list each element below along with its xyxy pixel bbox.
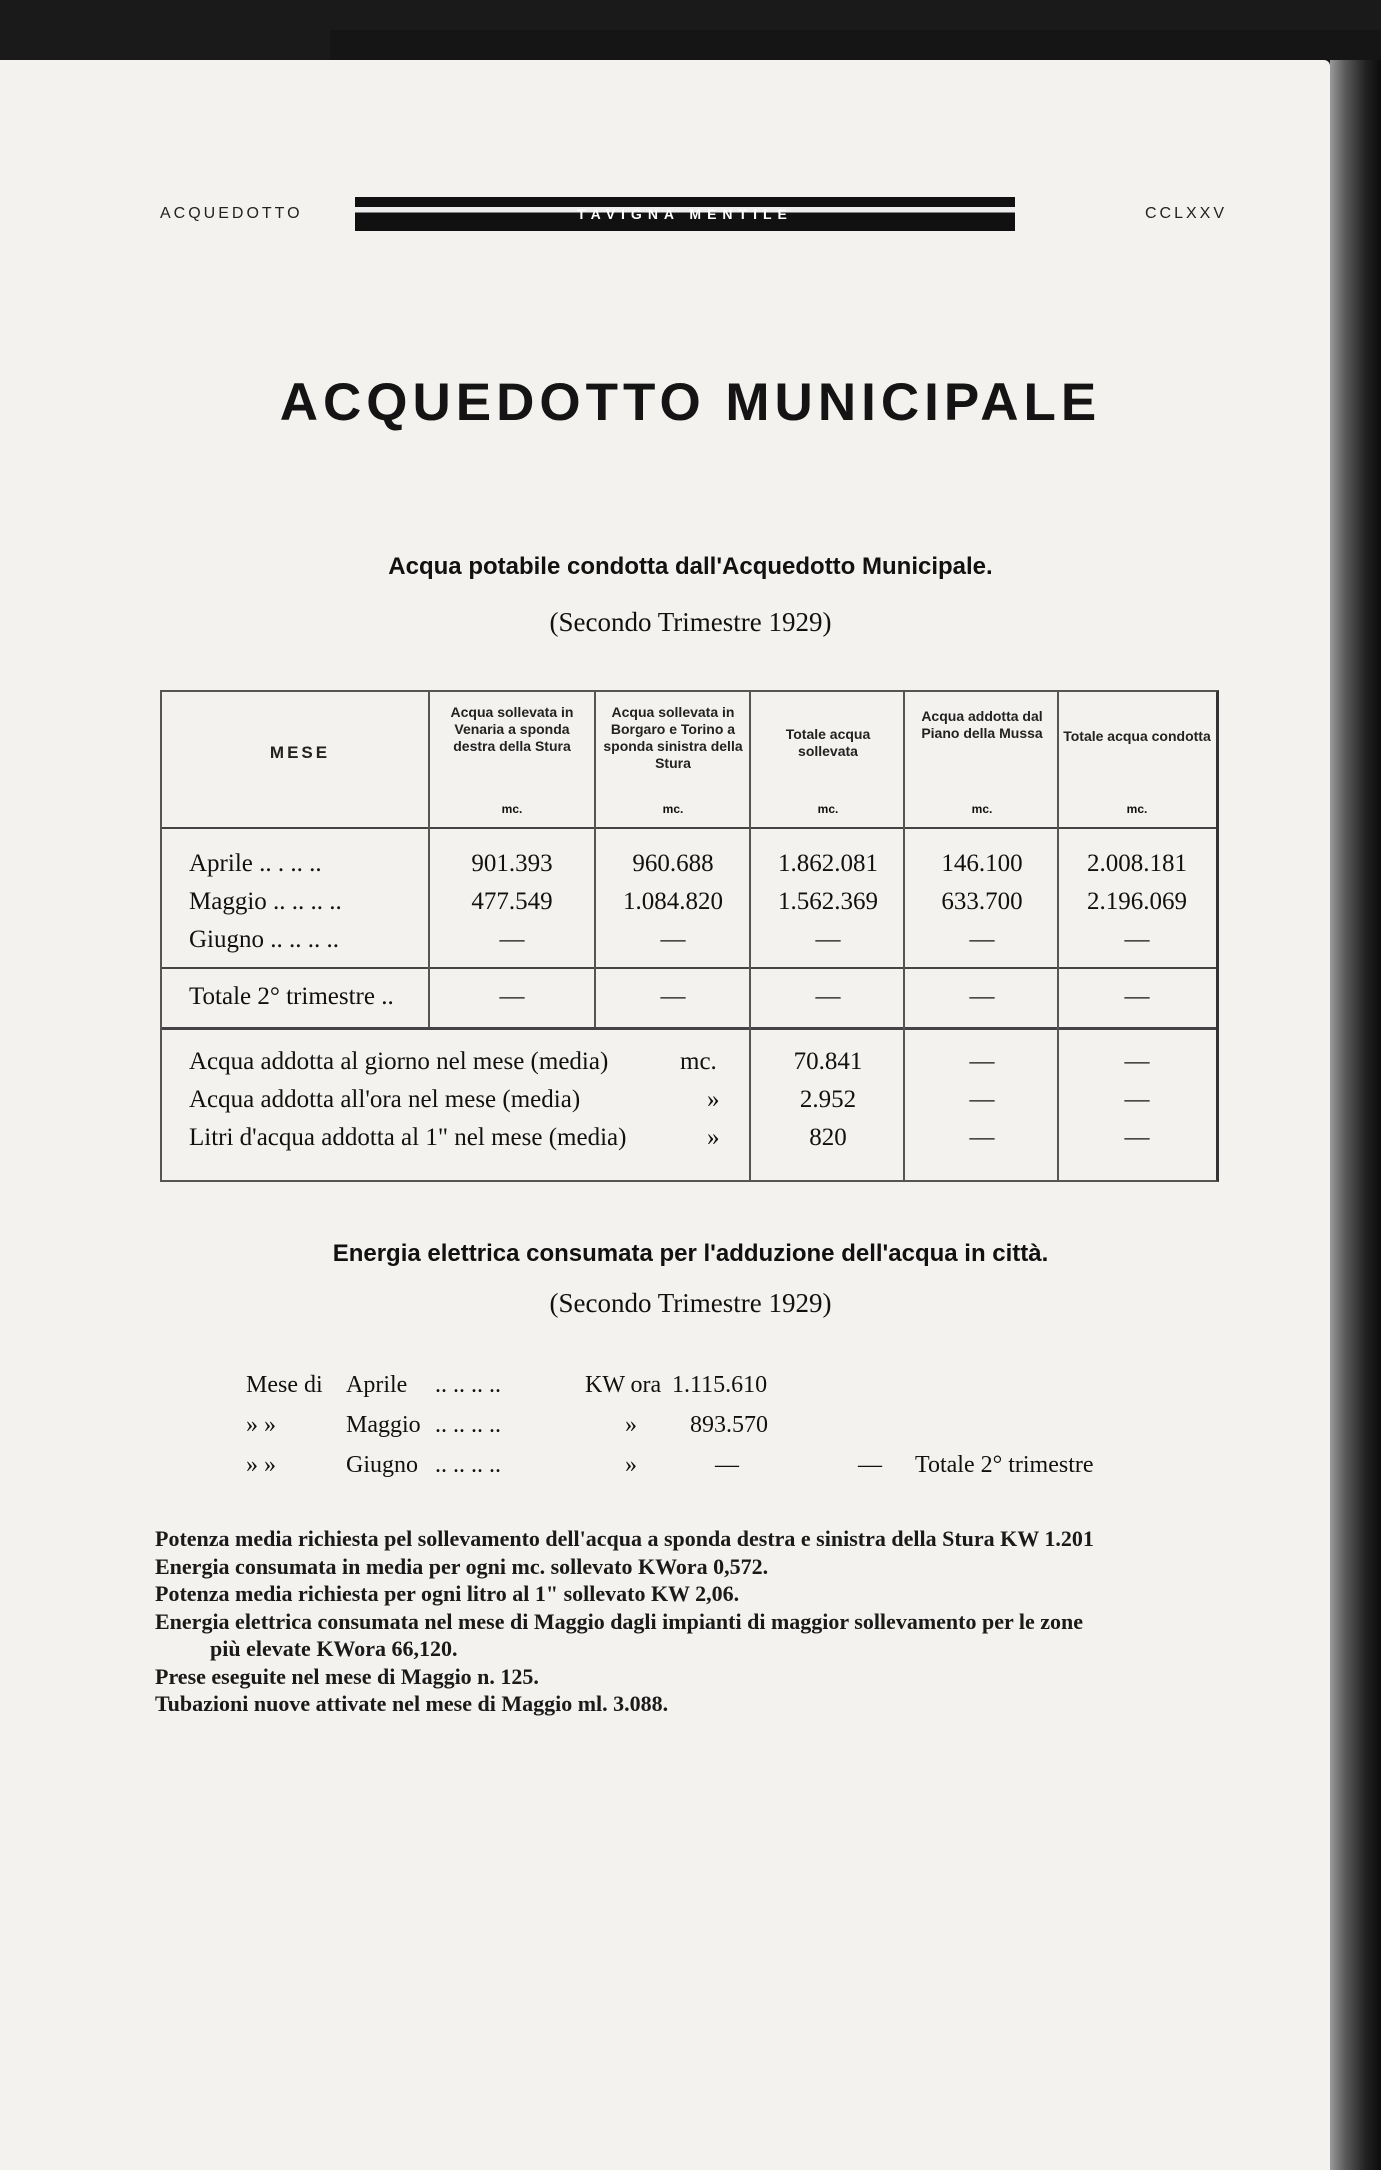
row-aprile-v2: 960.688	[632, 850, 714, 877]
unit-1: mc.	[501, 802, 523, 816]
energy-row-aprile-month: Aprile	[346, 1372, 408, 1398]
header-banner	[355, 197, 1015, 231]
row-aprile-v5: 2.008.181	[1087, 850, 1187, 877]
col-divider-1	[428, 692, 430, 1027]
row-giugno-v5: —	[1124, 926, 1150, 953]
avg-hour-label: Acqua addotta all'ora nel mese (media)	[189, 1086, 581, 1113]
total-row-v4: —	[969, 983, 995, 1010]
row-giugno-v4: —	[969, 926, 995, 953]
col-divider-5	[1057, 692, 1059, 1180]
avg-day-b: —	[1124, 1048, 1150, 1075]
running-header-left: ACQUEDOTTO	[160, 205, 303, 222]
unit-4: mc.	[971, 802, 993, 816]
energy-row-maggio-month: Maggio	[346, 1412, 421, 1438]
note-line: Prese eseguite nel mese di Maggio n. 125.	[155, 1663, 539, 1689]
energy-row-aprile-dots: .. .. .. ..	[435, 1372, 501, 1398]
energy-row-maggio-value: 893.570	[690, 1412, 768, 1438]
avg-day-label: Acqua addotta al giorno nel mese (media)	[189, 1048, 609, 1075]
col-header-totale-sollevata: Totale acqua sollevata	[785, 726, 871, 759]
energy-row-giugno-unit: »	[625, 1452, 637, 1478]
row-maggio-v1: 477.549	[471, 888, 553, 915]
note-line: Energia consumata in media per ogni mc. sollevato KWora 0,572.	[155, 1553, 769, 1579]
col-divider-3	[749, 692, 751, 1180]
energy-section-period: (Secondo Trimestre 1929)	[549, 1288, 832, 1318]
energy-row-aprile-value: 1.115.610	[672, 1372, 768, 1398]
avg-second-label: Litri d'acqua addotta al 1" nel mese (media)	[189, 1124, 627, 1151]
row-maggio-v2: 1.084.820	[623, 888, 723, 915]
total-row-label: Totale 2° trimestre ..	[189, 983, 394, 1010]
col-header-borgaro: Acqua sollevata in Borgaro e Torino a sponda sinistra della Stura	[603, 704, 743, 771]
avg-hour-b: —	[1124, 1086, 1150, 1113]
page-title: ACQUEDOTTO MUNICIPALE	[279, 373, 1102, 432]
row-giugno-v2: —	[660, 926, 686, 953]
energy-row-giugno-dots: .. .. .. ..	[435, 1452, 501, 1478]
row-giugno-v3: —	[815, 926, 841, 953]
energy-row-maggio-prefix: » »	[246, 1412, 276, 1438]
energy-row-giugno-prefix: » »	[246, 1452, 276, 1478]
energy-row-maggio-dots: .. .. .. ..	[435, 1412, 501, 1438]
total-row-v3: —	[815, 983, 841, 1010]
row-maggio-month: Maggio .. .. .. ..	[189, 888, 342, 915]
row-aprile-v4: 146.100	[941, 850, 1023, 877]
row-maggio-v3: 1.562.369	[778, 888, 878, 915]
water-table	[160, 690, 1219, 1182]
note-line: Potenza media richiesta pel sollevamento dell'acqua a sponda destra e sinistra della Stura KW 1.201	[155, 1526, 1094, 1551]
col-divider-4	[903, 692, 905, 1180]
water-section-heading: Acqua potabile condotta dall'Acquedotto Municipale.	[388, 553, 993, 580]
col-header-totale-condotta: Totale acqua condotta	[1063, 728, 1211, 744]
note-line: Energia elettrica consumata nel mese di Maggio dagli impianti di maggior sollevamento per le zone	[155, 1608, 1083, 1634]
avg-day-a: —	[969, 1048, 995, 1075]
banner-text: TAVIGNA MENTILE	[577, 206, 793, 222]
row-giugno-v1: —	[499, 926, 525, 953]
unit-3: mc.	[817, 802, 839, 816]
note-line: più elevate KWora 66,120.	[210, 1636, 458, 1661]
avg-day-value: 70.841	[793, 1048, 863, 1075]
col-header-mussa: Acqua addotta dal Piano della Mussa	[921, 708, 1043, 741]
energy-row-giugno-value: —	[715, 1452, 739, 1478]
total-row-v2: —	[660, 983, 686, 1010]
row-aprile-v1: 901.393	[471, 850, 553, 877]
unit-5: mc.	[1126, 802, 1148, 816]
row-aprile-month: Aprile .. . .. ..	[189, 850, 322, 877]
energy-row-giugno-month: Giugno	[346, 1452, 418, 1478]
energy-section-heading: Energia elettrica consumata per l'adduzione dell'acqua in città.	[332, 1240, 1049, 1267]
row-maggio-v4: 633.700	[941, 888, 1023, 915]
energy-row-aprile-unit: KW ora	[585, 1372, 662, 1398]
col-divider-2	[594, 692, 596, 1027]
notes-block	[155, 1525, 1094, 1718]
col-header-mese: MESE	[269, 743, 331, 762]
running-header-right: CCLXXV	[1145, 205, 1228, 222]
row-maggio-v5: 2.196.069	[1087, 888, 1187, 915]
energy-row-maggio-unit: »	[625, 1412, 637, 1438]
avg-hour-unit: »	[707, 1086, 720, 1113]
unit-2: mc.	[662, 802, 684, 816]
avg-second-value: 820	[809, 1124, 847, 1151]
avg-day-unit: mc.	[680, 1048, 717, 1075]
avg-hour-a: —	[969, 1086, 995, 1113]
total-row-v5: —	[1124, 983, 1150, 1010]
water-section-period: (Secondo Trimestre 1929)	[549, 607, 832, 637]
avg-hour-value: 2.952	[799, 1086, 857, 1113]
avg-second-a: —	[969, 1124, 995, 1151]
avg-second-unit: »	[707, 1124, 720, 1151]
energy-row-aprile-prefix: Mese di	[246, 1372, 323, 1398]
note-line: Potenza media richiesta per ogni litro al 1" sollevato KW 2,06.	[155, 1581, 740, 1606]
energy-total-dash: —	[858, 1452, 882, 1478]
row-giugno-month: Giugno .. .. .. ..	[189, 926, 339, 953]
note-line: Tubazioni nuove attivate nel mese di Maggio ml. 3.088.	[155, 1691, 669, 1716]
avg-second-b: —	[1124, 1124, 1150, 1151]
row-aprile-v3: 1.862.081	[778, 850, 878, 877]
col-header-venaria: Acqua sollevata in Venaria a sponda destra della Stura	[450, 704, 574, 754]
total-row-v1: —	[499, 983, 525, 1010]
energy-total-label: Totale 2° trimestre	[915, 1452, 1094, 1478]
